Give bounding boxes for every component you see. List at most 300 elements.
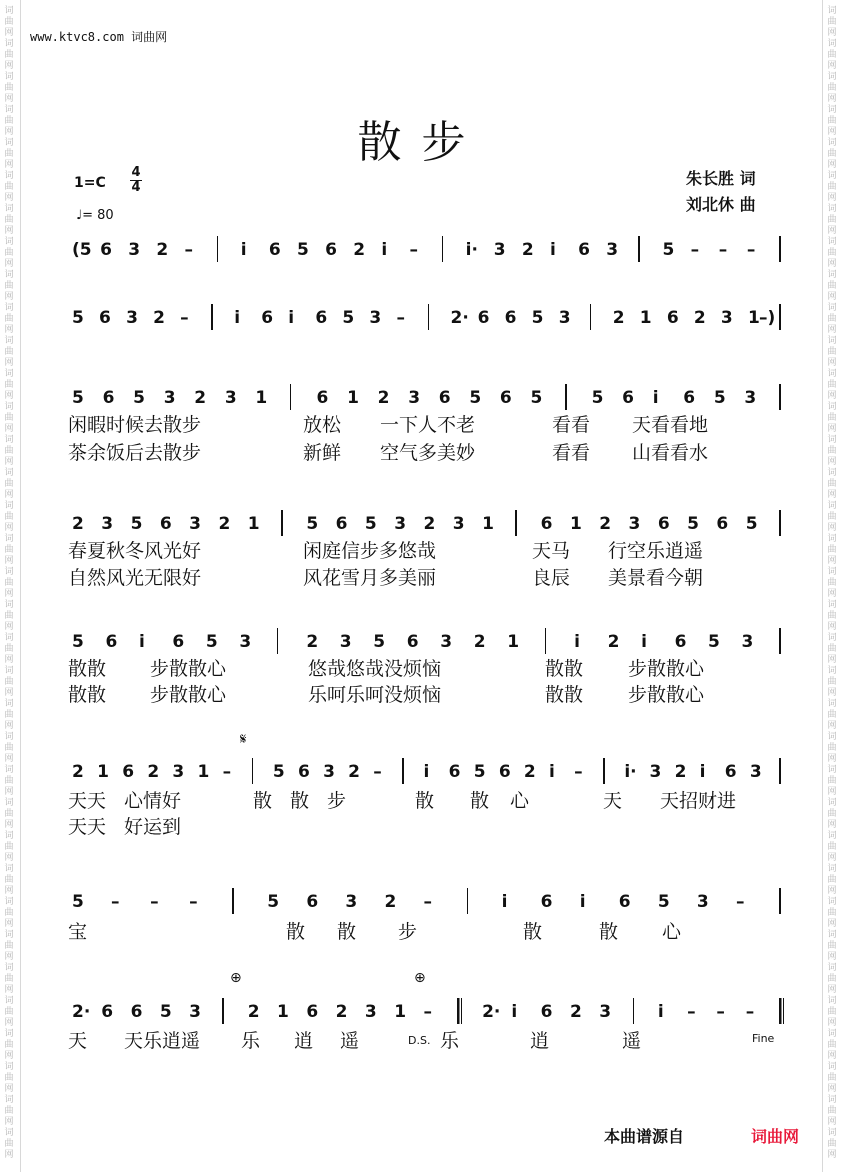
bar-line xyxy=(457,998,462,1024)
watermark-glyph: 网 xyxy=(827,919,837,929)
score-note: 6 xyxy=(578,240,590,260)
watermark-glyph: 词 xyxy=(827,1062,837,1072)
watermark-glyph: 曲 xyxy=(827,743,837,753)
watermark-glyph: 网 xyxy=(4,424,14,434)
watermark-glyph: 曲 xyxy=(4,1040,14,1050)
watermark-glyph: 网 xyxy=(4,1084,14,1094)
score-note: i· xyxy=(465,240,478,260)
score-note: 6 xyxy=(102,388,115,408)
score-note: 1 xyxy=(482,514,494,534)
watermark-glyph: 曲 xyxy=(827,50,837,60)
watermark-glyph: 曲 xyxy=(827,215,837,225)
score-note: 2 xyxy=(335,1002,348,1022)
watermark-glyph: 网 xyxy=(827,589,837,599)
watermark-glyph: 词 xyxy=(827,732,837,742)
score-note: 2 xyxy=(569,1002,582,1022)
lyric-line-5a xyxy=(0,654,843,680)
score-note: 3 xyxy=(345,892,358,912)
watermark-glyph: 词 xyxy=(827,1029,837,1039)
score-note: 5 xyxy=(713,388,726,408)
watermark-glyph: 曲 xyxy=(827,842,837,852)
watermark-glyph: 曲 xyxy=(827,248,837,258)
watermark-glyph: 网 xyxy=(4,1150,14,1160)
watermark-glyph: 曲 xyxy=(4,347,14,357)
watermark-glyph: 曲 xyxy=(827,446,837,456)
watermark-glyph: 词 xyxy=(827,72,837,82)
watermark-glyph: 网 xyxy=(4,886,14,896)
watermark-glyph: 曲 xyxy=(827,710,837,720)
score-note: 2 xyxy=(674,762,687,782)
score-note: 3 xyxy=(749,762,762,782)
watermark-glyph: 网 xyxy=(4,94,14,104)
bar-line xyxy=(779,888,781,914)
watermark-glyph: 网 xyxy=(827,688,837,698)
score-note: 6 xyxy=(105,632,118,652)
score-note: – xyxy=(423,1002,432,1022)
watermark-glyph: 词 xyxy=(4,270,14,280)
score-note: 5 xyxy=(530,388,543,408)
watermark-glyph: 网 xyxy=(4,391,14,401)
watermark-glyph: 词 xyxy=(827,501,837,511)
watermark-glyph: 曲 xyxy=(4,776,14,786)
watermark-glyph: 曲 xyxy=(827,1106,837,1116)
score-note: – xyxy=(222,762,232,782)
score-row1 xyxy=(0,232,843,272)
watermark-glyph: 词 xyxy=(827,237,837,247)
bar-line xyxy=(779,998,784,1024)
score-note: 6 xyxy=(498,762,511,782)
lyric-text: 天 xyxy=(603,790,623,812)
watermark-glyph: 词 xyxy=(4,39,14,49)
watermark-glyph: 曲 xyxy=(827,1007,837,1017)
score-note: 3 xyxy=(189,1002,201,1022)
score-note: 5 xyxy=(296,240,309,260)
watermark-glyph: 词 xyxy=(4,138,14,148)
score-note: 3 xyxy=(126,308,138,328)
watermark-glyph: 曲 xyxy=(827,1040,837,1050)
score-note: i xyxy=(549,762,555,782)
lyric-text: 天看看地 xyxy=(632,414,709,436)
score-note: 5 xyxy=(133,388,145,408)
watermark-glyph: 曲 xyxy=(4,83,14,93)
score-note: i xyxy=(381,240,388,260)
lyric-text: 散散 xyxy=(68,684,107,706)
score-note: 5 xyxy=(662,240,675,260)
watermark-glyph: 词 xyxy=(827,402,837,412)
lyric-text: 散 xyxy=(290,790,310,812)
watermark-glyph: 网 xyxy=(827,424,837,434)
source-site-link[interactable]: 词曲网 xyxy=(751,1127,800,1146)
watermark-glyph: 网 xyxy=(827,1051,837,1061)
watermark-glyph: 曲 xyxy=(827,83,837,93)
watermark-glyph: 词 xyxy=(4,435,14,445)
score-note: 5 xyxy=(745,514,758,534)
site-url[interactable]: www.ktvc8.com 词曲网 xyxy=(30,30,168,44)
watermark-glyph: 曲 xyxy=(827,512,837,522)
watermark-glyph: 曲 xyxy=(827,974,837,984)
watermark-glyph: 词 xyxy=(827,534,837,544)
score-note: 3 xyxy=(741,632,754,652)
score-note: 6 xyxy=(504,308,517,328)
watermark-glyph: 曲 xyxy=(4,149,14,159)
watermark-glyph: 词 xyxy=(4,336,14,346)
score-note: 6 xyxy=(99,308,111,328)
score-note: 1 xyxy=(639,308,652,328)
score-note: i xyxy=(652,388,659,408)
score-note: i xyxy=(234,308,241,328)
watermark-glyph: 网 xyxy=(827,1117,837,1127)
score-note: i xyxy=(641,632,647,652)
score-note: 3 xyxy=(440,632,453,652)
bar-line xyxy=(779,236,781,262)
score-note: 2· xyxy=(72,1002,91,1022)
score-note: – xyxy=(716,1002,725,1022)
time-bottom: 4 xyxy=(131,180,141,195)
watermark-glyph: 网 xyxy=(827,1018,837,1028)
score-note: 5 xyxy=(159,1002,172,1022)
watermark-glyph: 曲 xyxy=(827,17,837,27)
watermark-glyph: 词 xyxy=(4,699,14,709)
lyric-text: 良辰 xyxy=(532,567,571,589)
bar-line xyxy=(603,758,605,784)
score-note: 2 xyxy=(607,632,620,652)
score-note: 6 xyxy=(159,514,172,534)
watermark-glyph: 曲 xyxy=(827,875,837,885)
watermark-glyph: 网 xyxy=(4,523,14,533)
watermark-glyph: 曲 xyxy=(4,215,14,225)
lyric-text: 逍 xyxy=(530,1030,550,1052)
score-note: 6 xyxy=(540,1002,553,1022)
watermark-glyph: 曲 xyxy=(4,710,14,720)
score-note: 2 xyxy=(72,762,84,782)
lyric-text: 散散 xyxy=(545,658,584,680)
score-note: 3 xyxy=(649,762,662,782)
score-note: 3 xyxy=(364,1002,377,1022)
score-note: – xyxy=(574,762,583,782)
watermark-glyph: 网 xyxy=(827,292,837,302)
score-note: 2 xyxy=(348,762,361,782)
fine-mark: Fine xyxy=(752,1032,775,1045)
lyric-text: 山看看水 xyxy=(632,442,709,464)
watermark-glyph: 网 xyxy=(827,226,837,236)
score-note: i xyxy=(579,892,586,912)
watermark-glyph: 词 xyxy=(4,6,14,16)
watermark-glyph: 词 xyxy=(4,831,14,841)
watermark-glyph: 网 xyxy=(827,127,837,137)
bar-line xyxy=(252,758,254,784)
lyric-text: 看看 xyxy=(552,414,591,436)
score-note: 2 xyxy=(423,514,436,534)
score-note: i xyxy=(657,1002,664,1022)
lyric-text: 散 xyxy=(415,790,435,812)
bar-line xyxy=(428,304,430,330)
watermark-glyph: 网 xyxy=(4,853,14,863)
watermark-glyph: 词 xyxy=(827,666,837,676)
watermark-glyph: 网 xyxy=(827,28,837,38)
score-note: 6 xyxy=(261,308,274,328)
watermark-glyph: 网 xyxy=(4,490,14,500)
source-label: 本曲谱源自 xyxy=(604,1127,685,1146)
score-note: 6 xyxy=(101,1002,114,1022)
score-note: 6 xyxy=(540,892,553,912)
lyric-text: 天马 xyxy=(532,540,571,562)
watermark-glyph: 网 xyxy=(827,523,837,533)
watermark-glyph: 词 xyxy=(4,1095,14,1105)
watermark-glyph: 网 xyxy=(827,358,837,368)
lyric-text: 散散 xyxy=(545,684,584,706)
coda-mark-1: ⊕ xyxy=(230,970,242,986)
watermark-glyph: 网 xyxy=(4,358,14,368)
watermark-glyph: 曲 xyxy=(827,149,837,159)
score-note: 6 xyxy=(477,308,490,328)
watermark-glyph: 网 xyxy=(4,1051,14,1061)
bar-line xyxy=(217,236,219,262)
watermark-glyph: 网 xyxy=(827,1084,837,1094)
watermark-glyph: 曲 xyxy=(4,248,14,258)
watermark-glyph: 词 xyxy=(827,996,837,1006)
score-note: 3 xyxy=(452,514,465,534)
watermark-glyph: 曲 xyxy=(827,413,837,423)
lyric-text: 散 xyxy=(286,921,306,943)
watermark-glyph: 曲 xyxy=(827,776,837,786)
watermark-glyph: 网 xyxy=(4,787,14,797)
score-note: 6 xyxy=(540,514,553,534)
score-note: – xyxy=(189,892,198,912)
lyric-text: 步散散心 xyxy=(150,658,227,680)
score-note: – xyxy=(184,240,193,260)
score-note: 2 xyxy=(218,514,231,534)
watermark-glyph: 曲 xyxy=(4,1139,14,1149)
watermark-glyph: 网 xyxy=(4,556,14,566)
score-note: (5 xyxy=(72,240,92,260)
coda-mark-2: ⊕ xyxy=(414,970,426,986)
score-note: – xyxy=(150,892,159,912)
watermark-glyph: 词 xyxy=(827,633,837,643)
score-note: 6 xyxy=(268,240,281,260)
score-note: 3 xyxy=(606,240,619,260)
watermark-glyph: 曲 xyxy=(827,314,837,324)
watermark-glyph: 词 xyxy=(827,6,837,16)
score-note: 1 xyxy=(347,388,359,408)
lyric-text: 春夏秋冬风光好 xyxy=(68,540,202,562)
score-note: – xyxy=(690,240,700,260)
watermark-glyph: 网 xyxy=(4,919,14,929)
score-note: 3 xyxy=(172,762,185,782)
watermark-glyph: 网 xyxy=(827,1150,837,1160)
score-note: 2 xyxy=(306,632,319,652)
segno-mark: 𝄋 xyxy=(240,730,247,748)
watermark-glyph: 词 xyxy=(827,864,837,874)
watermark-glyph: 曲 xyxy=(827,380,837,390)
watermark-glyph: 词 xyxy=(4,633,14,643)
watermark-glyph: 网 xyxy=(4,754,14,764)
watermark-glyph: 网 xyxy=(827,490,837,500)
score-note: i xyxy=(501,892,508,912)
bar-line xyxy=(281,510,283,536)
score-note: 2 xyxy=(693,308,706,328)
score-note: 6 xyxy=(325,240,337,260)
bar-line xyxy=(590,304,592,330)
watermark-glyph: 曲 xyxy=(4,1106,14,1116)
watermark-glyph: 词 xyxy=(4,732,14,742)
score-note: 3 xyxy=(628,514,641,534)
score-note: – xyxy=(180,308,189,328)
watermark-glyph: 词 xyxy=(4,1062,14,1072)
watermark-glyph: 网 xyxy=(4,622,14,632)
watermark-glyph: 网 xyxy=(4,820,14,830)
watermark-glyph: 网 xyxy=(4,61,14,71)
watermark-glyph: 网 xyxy=(827,61,837,71)
watermark-glyph: 网 xyxy=(827,391,837,401)
score-note: 5 xyxy=(306,514,319,534)
watermark-glyph: 曲 xyxy=(4,413,14,423)
lyric-text: 步 xyxy=(327,790,347,812)
watermark-glyph: 曲 xyxy=(827,611,837,621)
watermark-glyph: 词 xyxy=(4,303,14,313)
watermark-glyph: 词 xyxy=(827,963,837,973)
watermark-glyph: 曲 xyxy=(827,116,837,126)
watermark-glyph: 词 xyxy=(827,897,837,907)
watermark-glyph: 网 xyxy=(827,94,837,104)
score-note: 2 xyxy=(153,308,165,328)
watermark-glyph: 词 xyxy=(827,567,837,577)
watermark-glyph: 词 xyxy=(827,138,837,148)
score-note: 3 xyxy=(599,1002,612,1022)
watermark-glyph: 曲 xyxy=(4,974,14,984)
score-note: – xyxy=(111,892,120,912)
watermark-glyph: 网 xyxy=(827,259,837,269)
watermark-glyph: 网 xyxy=(4,160,14,170)
watermark-glyph: 网 xyxy=(4,952,14,962)
lyric-text: 心情好 xyxy=(124,790,182,812)
watermark-glyph: 曲 xyxy=(4,446,14,456)
score-note: – xyxy=(718,240,728,260)
score-note: 3 xyxy=(696,892,709,912)
score-note: 5 xyxy=(687,514,699,534)
score-note: 5 xyxy=(657,892,670,912)
watermark-glyph: 网 xyxy=(4,325,14,335)
lyric-line-3b xyxy=(0,438,843,464)
watermark-glyph: 网 xyxy=(827,985,837,995)
watermark-glyph: 网 xyxy=(827,886,837,896)
watermark-glyph: 网 xyxy=(827,622,837,632)
watermark-glyph: 曲 xyxy=(4,743,14,753)
bar-line xyxy=(277,628,279,654)
score-note: 1 xyxy=(507,632,520,652)
score-note: – xyxy=(423,892,432,912)
watermark-glyph: 曲 xyxy=(827,281,837,291)
watermark-glyph: 网 xyxy=(827,325,837,335)
score-note: 6 xyxy=(335,514,348,534)
bar-line xyxy=(442,236,444,262)
watermark-glyph: 曲 xyxy=(4,578,14,588)
score-note: i xyxy=(511,1002,518,1022)
watermark-glyph: 曲 xyxy=(4,842,14,852)
score-note: 2 xyxy=(353,240,366,260)
watermark-glyph: 曲 xyxy=(827,479,837,489)
score-note: 3 xyxy=(189,514,201,534)
watermark-glyph: 网 xyxy=(827,952,837,962)
watermark-glyph: 词 xyxy=(4,1029,14,1039)
lyric-text: 新鲜 xyxy=(303,442,342,464)
watermark-glyph: 曲 xyxy=(4,677,14,687)
score-note: 6 xyxy=(674,632,687,652)
lyric-text: 遥 xyxy=(622,1030,642,1052)
bar-line xyxy=(779,304,781,330)
lyric-text: 乐呵乐呵没烦恼 xyxy=(308,684,442,706)
lyric-text: 天乐逍遥 xyxy=(124,1030,201,1052)
lyric-text: 天 xyxy=(68,1030,88,1052)
watermark-glyph: 网 xyxy=(4,226,14,236)
watermark-glyph: 曲 xyxy=(827,1139,837,1149)
score-note: 1 xyxy=(569,514,582,534)
score-note: 1 xyxy=(197,762,210,782)
lyric-text: 逍 xyxy=(294,1030,314,1052)
score-note: 3 xyxy=(128,240,141,260)
watermark-glyph: 词 xyxy=(827,39,837,49)
score-note: – xyxy=(409,240,418,260)
watermark-glyph: 曲 xyxy=(4,116,14,126)
score-note: 5 xyxy=(531,308,544,328)
score-note: 6 xyxy=(499,388,512,408)
watermark-glyph: 曲 xyxy=(827,578,837,588)
watermark-glyph: 曲 xyxy=(827,182,837,192)
watermark-glyph: 曲 xyxy=(827,908,837,918)
lyric-text: 风花雪月多美丽 xyxy=(303,567,437,589)
watermark-glyph: 曲 xyxy=(827,347,837,357)
score-note: – xyxy=(746,240,756,260)
watermark-glyph: 网 xyxy=(4,1018,14,1028)
watermark-glyph: 曲 xyxy=(4,17,14,27)
bar-line xyxy=(545,628,547,654)
score-note: 3 xyxy=(369,308,382,328)
lyric-text: 步散散心 xyxy=(628,684,705,706)
score-note: 5 xyxy=(373,632,386,652)
watermark-glyph: 词 xyxy=(827,798,837,808)
bar-line xyxy=(467,888,469,914)
score-note: 2 xyxy=(72,514,84,534)
score-note: 2 xyxy=(523,762,536,782)
watermark-glyph: 网 xyxy=(4,688,14,698)
lyric-text: 闲庭信步多悠哉 xyxy=(303,540,437,562)
score-note: 6 xyxy=(100,240,112,260)
watermark-glyph: 词 xyxy=(4,666,14,676)
lyric-line-6a xyxy=(0,786,843,812)
watermark-glyph: 词 xyxy=(4,1128,14,1138)
watermark-glyph: 网 xyxy=(4,589,14,599)
watermark-glyph: 曲 xyxy=(827,644,837,654)
score-note: i xyxy=(423,762,430,782)
watermark-glyph: 网 xyxy=(4,1117,14,1127)
score-note: 5 xyxy=(364,514,377,534)
watermark-glyph: 曲 xyxy=(827,1073,837,1083)
watermark-glyph: 词 xyxy=(4,534,14,544)
score-note: 2· xyxy=(450,308,469,328)
score-note: –) xyxy=(759,308,776,328)
score-note: 2 xyxy=(599,514,612,534)
lyric-text: 散散 xyxy=(68,658,107,680)
watermark-glyph: 曲 xyxy=(4,941,14,951)
score-note: 6 xyxy=(622,388,635,408)
bar-line xyxy=(515,510,517,536)
lyric-text: 天天 xyxy=(68,816,107,838)
lyric-line-4a xyxy=(0,536,843,562)
lyric-text: 散 xyxy=(599,921,619,943)
watermark-glyph: 词 xyxy=(827,369,837,379)
score-note: 3 xyxy=(394,514,407,534)
lyric-text: 步散散心 xyxy=(150,684,227,706)
score-note: – xyxy=(373,762,382,782)
